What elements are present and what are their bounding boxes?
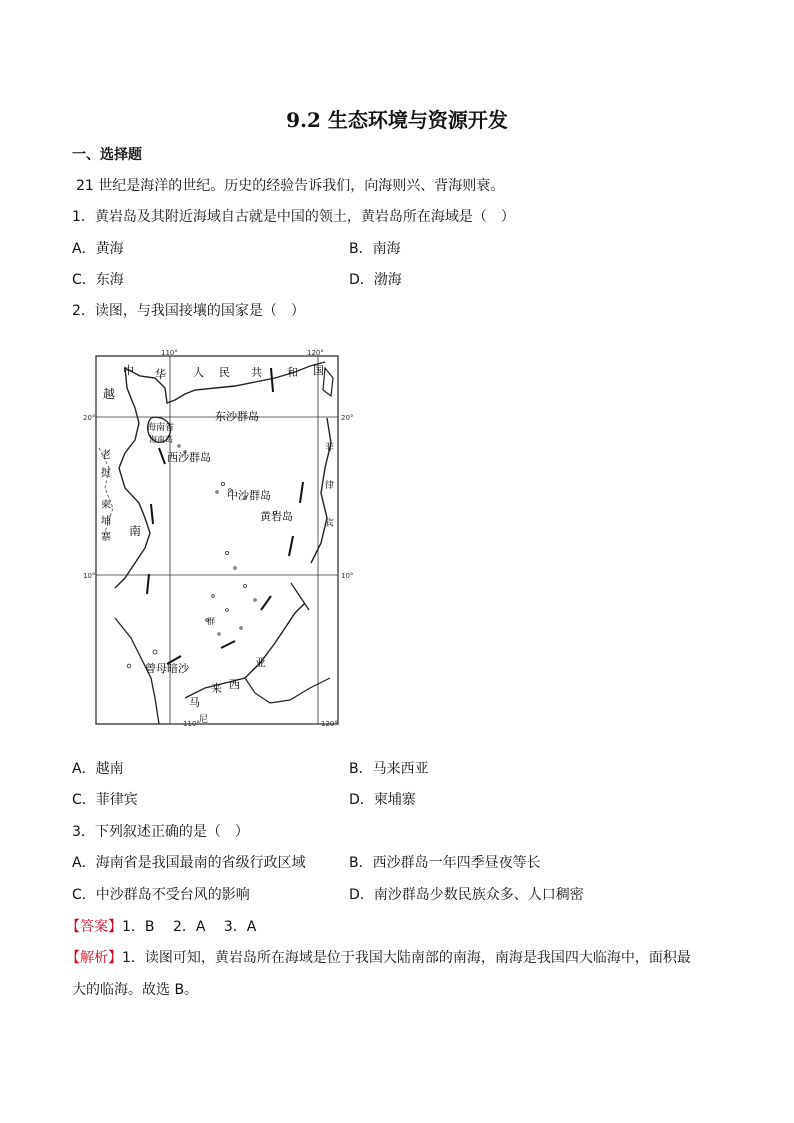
- map-lon-label: 120°: [307, 349, 324, 357]
- map-lat-label: 20°: [83, 414, 96, 422]
- analysis-line-1: [66, 948, 691, 968]
- answer-text: 1．B 2．A 3．A: [122, 919, 257, 935]
- q3-option-c: C．中沙群岛不受台风的影响: [72, 887, 250, 903]
- map-label-dongsha: 东沙群岛: [215, 410, 259, 423]
- map-lon-label: 120°: [321, 720, 338, 728]
- map-label-xisha: 西沙群岛: [167, 451, 211, 464]
- map-country-char: 民: [219, 366, 230, 379]
- map-country-char: 中: [123, 364, 134, 377]
- section-heading: 一、选择题: [72, 147, 142, 163]
- q3-option-b: B．西沙群岛一年四季昼夜等长: [349, 855, 541, 871]
- q1-option-d: D．渤海: [349, 272, 402, 288]
- q2-stem: 2．读图，与我国接壤的国家是（ ）: [72, 303, 305, 319]
- map-label-laos: 老: [101, 450, 111, 461]
- map-lat-label: 20°: [341, 414, 354, 422]
- map-label-laos: 挝: [101, 468, 111, 479]
- map-country-char: 国: [313, 364, 324, 377]
- map-country-char: 人: [193, 366, 204, 379]
- map-label-malaysia: 西: [229, 678, 240, 691]
- intro-text: 21 世纪是海洋的世纪。历史的经验告诉我们，向海则兴、背海则衰。: [76, 178, 505, 194]
- q3-option-d: D．南沙群岛少数民族众多、人口稠密: [349, 887, 584, 903]
- answer-line: [66, 917, 256, 937]
- map-label-philippines: 律: [325, 481, 335, 491]
- map-label-cambodia: 柬: [101, 500, 111, 511]
- q1-stem: 1．黄岩岛及其附近海域自古就是中国的领土，黄岩岛所在海域是（ ）: [72, 209, 515, 225]
- map-label-huangyan: 黄岩岛: [260, 510, 293, 523]
- map-label-islands: 群: [207, 617, 215, 626]
- answer-tag: 【答案】: [66, 919, 122, 935]
- map-label-philippines: 宾: [325, 519, 335, 529]
- map-lat-label: 10°: [341, 572, 354, 580]
- map-country-char: 共: [251, 366, 262, 379]
- q2-option-d: D．柬埔寨: [349, 792, 416, 808]
- q1-option-a: A．黄海: [72, 241, 124, 257]
- q1-option-b: B．南海: [349, 241, 401, 257]
- q3-option-a: A．海南省是我国最南的省级行政区域: [72, 855, 306, 871]
- map-label-malaysia: 亚: [255, 656, 266, 669]
- q2-option-b: B．马来西亚: [349, 761, 429, 777]
- map-label-cambodia: 寨: [101, 532, 111, 543]
- map-label-indonesia: 尼: [199, 715, 209, 725]
- map-label-cambodia: 埔: [101, 516, 111, 527]
- map-label-malaysia: 马: [189, 696, 200, 709]
- map-lat-label: 10°: [83, 572, 96, 580]
- analysis-tag: 【解析】: [66, 950, 122, 966]
- q2-option-c: C．菲律宾: [72, 792, 138, 808]
- map-country-char: 和: [287, 366, 298, 379]
- analysis-text-1: 1．读图可知，黄岩岛所在海域是位于我国大陆南部的南海，南海是我国四大临海中，面积最: [122, 950, 691, 966]
- q2-option-a: A．越南: [72, 761, 124, 777]
- map-country-char: 华: [155, 368, 166, 381]
- page-title: 9.2 生态环境与资源开发: [286, 108, 508, 132]
- map-label-zengmu: 曾母暗沙: [145, 662, 189, 675]
- map-label-south: 南: [129, 524, 142, 538]
- analysis-text-2: 大的临海。故选 B。: [72, 982, 199, 998]
- map-label-malaysia: 来: [211, 682, 222, 695]
- map-lon-label: 110°: [183, 720, 200, 728]
- south-china-sea-map: [83, 348, 354, 728]
- map-label-vietnam: 越: [103, 387, 116, 401]
- map-label-zhongsha: 中沙群岛: [227, 489, 271, 502]
- q3-stem: 3．下列叙述正确的是（ ）: [72, 824, 249, 840]
- map-lon-label: 110°: [161, 349, 178, 357]
- map-label-philippines: 菲: [325, 443, 335, 453]
- map-label-hainan-island: 海南岛: [149, 435, 173, 444]
- map-label-hainan-province: 海南省: [147, 423, 175, 433]
- q1-option-c: C．东海: [72, 272, 124, 288]
